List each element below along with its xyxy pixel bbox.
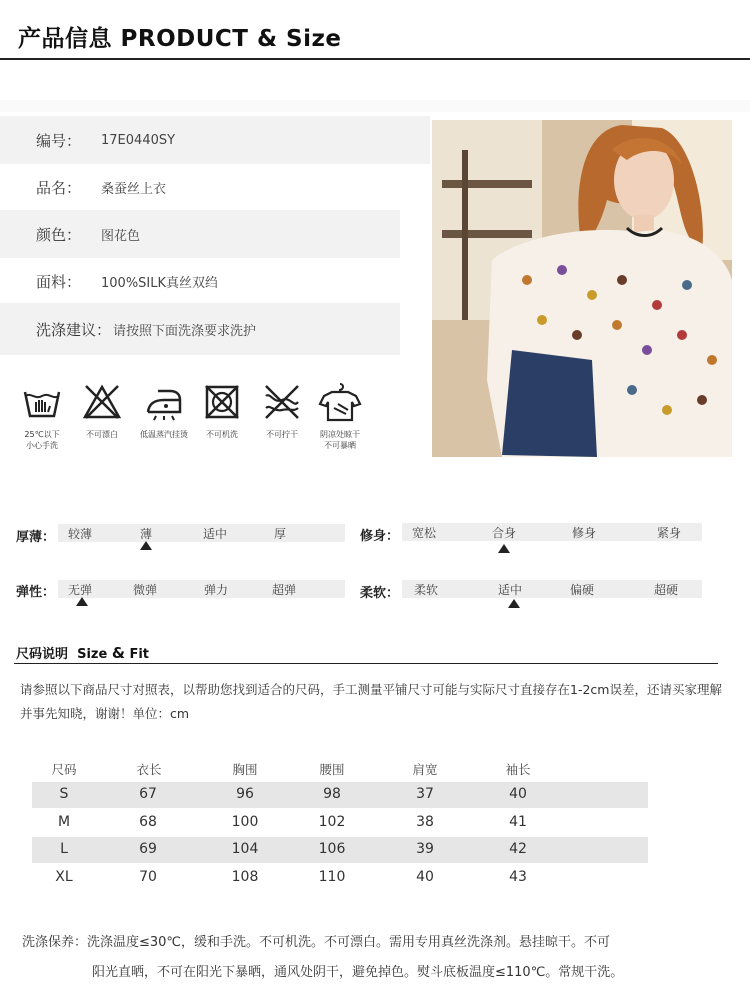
info-key: 洗涤建议： bbox=[36, 320, 112, 339]
info-value: 请按照下面洗涤要求洗护 bbox=[113, 323, 257, 339]
info-row-name bbox=[0, 163, 430, 211]
table-row bbox=[32, 837, 648, 863]
no-wring-icon bbox=[262, 382, 302, 422]
softness-option: 偏硬 bbox=[570, 583, 595, 597]
size-col-header: 肩宽 bbox=[412, 762, 438, 777]
softness-label: 柔软： bbox=[360, 586, 400, 601]
elasticity-label: 弹性： bbox=[16, 585, 56, 600]
info-key: 编号： bbox=[36, 131, 82, 150]
care-item-no-bleach bbox=[74, 382, 130, 440]
size-cell: S bbox=[59, 786, 69, 802]
size-cell: 98 bbox=[323, 786, 341, 802]
table-row bbox=[32, 865, 648, 891]
size-cell: 96 bbox=[236, 786, 254, 802]
fit-option: 合身 bbox=[492, 526, 517, 540]
low-steam-iron-icon bbox=[144, 382, 184, 422]
size-cell: 104 bbox=[231, 841, 259, 857]
thickness-label: 厚薄： bbox=[16, 530, 56, 545]
size-cell: 100 bbox=[231, 814, 259, 830]
elasticity-option: 微弹 bbox=[133, 583, 158, 597]
model-photo-illustration bbox=[432, 120, 732, 457]
info-key: 颜色： bbox=[36, 225, 82, 244]
fit-option: 宽松 bbox=[412, 526, 437, 540]
care-item-handwash bbox=[14, 382, 70, 451]
softness-option: 超硬 bbox=[654, 583, 679, 597]
size-note: 请参照以下商品尺寸对照表，以帮助您找到适合的尺码，手工测量平铺尺寸可能与实际尺寸直接存在1-2cm误差，还请买家理解并事先知晓，谢谢！单位：cm bbox=[20, 682, 722, 721]
size-cell: 70 bbox=[139, 869, 157, 885]
wash-care-text bbox=[22, 928, 722, 988]
info-row-care bbox=[0, 303, 400, 355]
size-heading-amp: & bbox=[111, 644, 125, 662]
size-heading-en2: Fit bbox=[129, 647, 149, 662]
size-cell: 102 bbox=[318, 814, 346, 830]
info-row-code bbox=[0, 116, 430, 164]
page-header bbox=[0, 0, 750, 60]
size-cell: XL bbox=[55, 869, 73, 885]
thickness-scale bbox=[58, 524, 345, 542]
no-bleach-icon bbox=[82, 382, 122, 422]
care-label: 25℃以下 bbox=[24, 430, 60, 439]
size-heading-en: Size bbox=[77, 647, 108, 662]
thickness-option: 较薄 bbox=[68, 527, 93, 541]
size-cell: 110 bbox=[318, 869, 346, 885]
thickness-option: 薄 bbox=[140, 527, 153, 541]
size-cell: 69 bbox=[139, 841, 157, 857]
size-section-heading bbox=[16, 643, 149, 662]
table-row bbox=[32, 810, 648, 836]
size-col-header: 袖长 bbox=[505, 762, 531, 777]
elasticity-option: 弹力 bbox=[204, 583, 229, 597]
thickness-option: 适中 bbox=[203, 527, 228, 541]
size-cell: 108 bbox=[231, 869, 259, 885]
size-cell: 40 bbox=[416, 869, 434, 885]
size-cell: 39 bbox=[416, 841, 434, 857]
no-machine-wash-icon bbox=[202, 382, 242, 422]
softness-option: 柔软 bbox=[414, 583, 439, 597]
size-cell: 40 bbox=[509, 786, 527, 802]
care-label: 阴凉处晾干 bbox=[320, 430, 360, 439]
care-label: 不可机洗 bbox=[206, 430, 238, 439]
size-divider bbox=[14, 663, 718, 664]
table-row bbox=[32, 782, 648, 808]
info-key: 面料： bbox=[36, 272, 82, 291]
handwash-icon bbox=[22, 382, 62, 422]
size-cell: 42 bbox=[509, 841, 527, 857]
elasticity-option: 无弹 bbox=[68, 583, 93, 597]
fit-label: 修身： bbox=[360, 529, 400, 544]
size-cell: L bbox=[60, 841, 68, 857]
page-title: 产品信息 PRODUCT & Size bbox=[18, 26, 342, 52]
elasticity-option: 超弹 bbox=[272, 583, 297, 597]
fit-option: 紧身 bbox=[657, 526, 682, 540]
size-col-header: 胸围 bbox=[232, 762, 258, 777]
thickness-option: 厚 bbox=[274, 527, 287, 541]
size-col-header: 衣长 bbox=[136, 762, 162, 777]
product-photo bbox=[432, 120, 732, 457]
fit-selected-marker bbox=[498, 544, 510, 553]
care-item-hang-dry bbox=[312, 382, 368, 451]
size-col-header: 尺码 bbox=[51, 762, 77, 777]
info-value: 桑蚕丝上衣 bbox=[101, 181, 167, 197]
size-cell: 106 bbox=[318, 841, 346, 857]
size-cell: 41 bbox=[509, 814, 527, 830]
size-table-header bbox=[32, 756, 648, 782]
info-value: 100%SILK真丝双绉 bbox=[101, 275, 219, 291]
care-item-no-machine-wash bbox=[194, 382, 250, 440]
size-cell: 67 bbox=[139, 786, 157, 802]
size-cell: 37 bbox=[416, 786, 434, 802]
care-label: 低温蒸汽挂烫 bbox=[140, 430, 188, 439]
thickness-selected-marker bbox=[140, 541, 152, 550]
size-cell: M bbox=[57, 814, 71, 830]
care-label: 不可拧干 bbox=[266, 430, 298, 439]
info-row-color bbox=[0, 210, 400, 258]
care-item-no-wring bbox=[254, 382, 310, 440]
wash-care-line: 阳光直晒，不可在阳光下暴晒，通风处阴干，避免掉色。熨斗底板温度≤110℃。常规干洗。 bbox=[92, 965, 624, 980]
care-label: 不可暴晒 bbox=[324, 441, 356, 450]
info-key: 品名： bbox=[36, 178, 82, 197]
size-col-header: 腰围 bbox=[319, 762, 345, 777]
elasticity-scale bbox=[58, 580, 345, 598]
size-cell: 38 bbox=[416, 814, 434, 830]
fit-option: 修身 bbox=[572, 526, 597, 540]
divider-band bbox=[0, 100, 750, 112]
fit-scale bbox=[402, 523, 702, 541]
info-row-fabric bbox=[0, 257, 430, 305]
care-item-steam-iron bbox=[136, 382, 192, 440]
size-heading-cn: 尺码说明 bbox=[16, 647, 69, 662]
size-cell: 68 bbox=[139, 814, 157, 830]
wash-care-line: 洗涤保养：洗涤温度≤30℃，缓和手洗。不可机洗。不可漂白。需用专用真丝洗涤剂。悬挂晾干。不可 bbox=[22, 935, 611, 950]
softness-option: 适中 bbox=[498, 583, 523, 597]
info-value: 图花色 bbox=[101, 228, 141, 244]
softness-selected-marker bbox=[508, 599, 520, 608]
care-label: 小心手洗 bbox=[26, 441, 58, 450]
elasticity-selected-marker bbox=[76, 597, 88, 606]
softness-scale bbox=[402, 580, 702, 598]
info-value: 17E0440SY bbox=[101, 132, 176, 148]
hang-dry-shade-icon bbox=[318, 382, 362, 422]
size-cell: 43 bbox=[509, 869, 527, 885]
care-label: 不可漂白 bbox=[86, 430, 118, 439]
